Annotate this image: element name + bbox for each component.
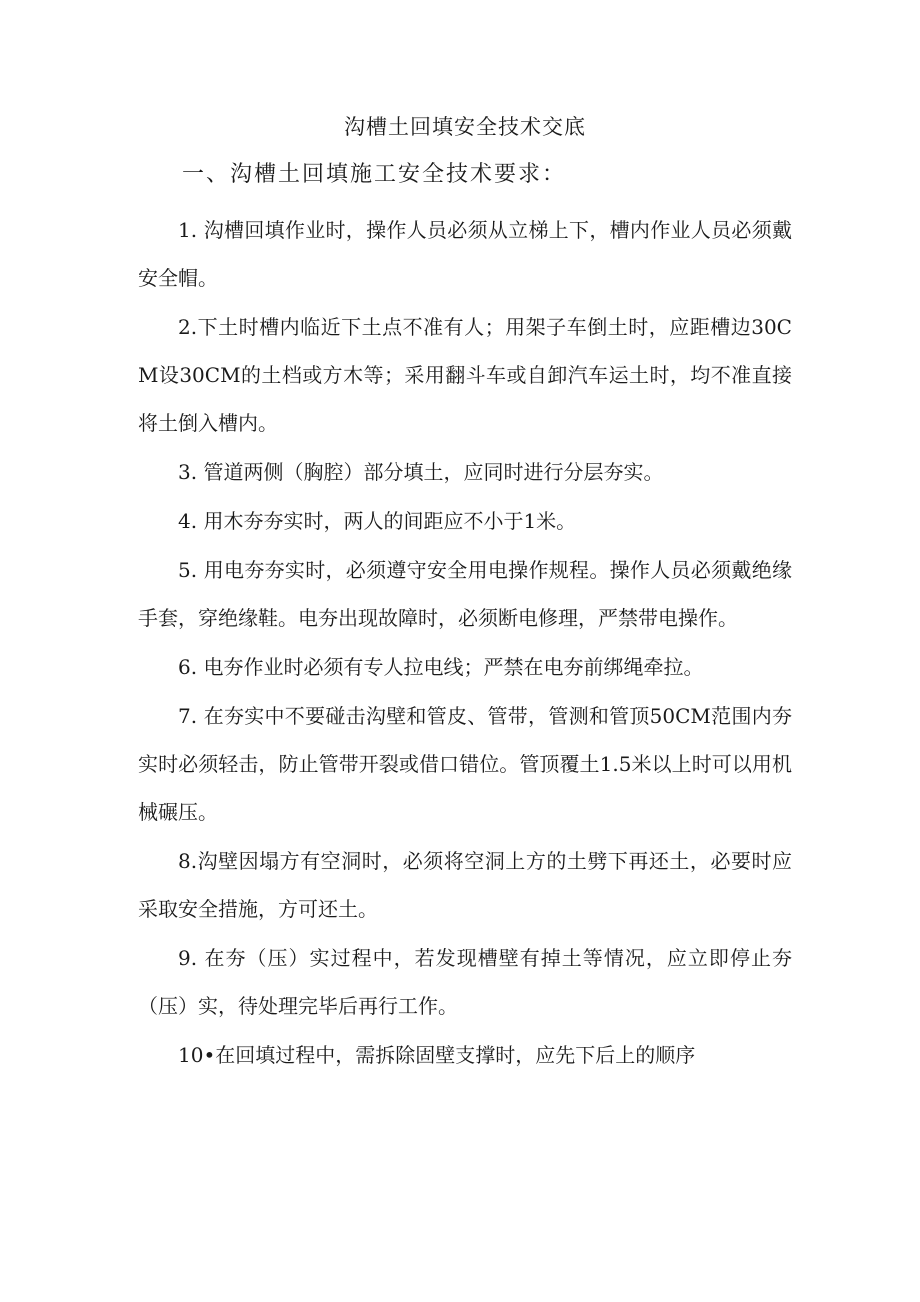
paragraph-3: 3. 管道两侧（胸腔）部分填土，应同时进行分层夯实。 — [178, 460, 664, 484]
paragraph-2: 2.下土时槽内临近下土点不准有人；用架子车倒土时，应距槽边30CM设30CM的土档或方木等；采用翻斗车或自卸汽车运土时，均不准直接将土倒入槽内。 — [138, 315, 792, 435]
paragraph-1: 1. 沟槽回填作业时，操作人员必须从立梯上下，槽内作业人员必须戴安全帽。 — [138, 218, 792, 290]
document-title: 沟槽土回填安全技术交底 — [344, 115, 586, 139]
paragraph-7: 7. 在夯实中不要碰击沟壁和管皮、管带，管测和管顶50CM范围内夯实时必须轻击，防止管带开裂或借口错位。管顶覆土1.5米以上时可以用机械碾压。 — [138, 704, 792, 824]
paragraph-4: 4. 用木夯夯实时，两人的间距应不小于1米。 — [178, 509, 577, 533]
section-heading: 一、沟槽土回填施工安全技术要求： — [182, 162, 567, 187]
document-page — [138, 112, 792, 1080]
paragraph-5: 5. 用电夯夯实时，必须遵守安全用电操作规程。操作人员必须戴绝缘手套，穿绝缘鞋。电夯出现故障时，必须断电修理，严禁带电操作。 — [138, 558, 792, 630]
paragraph-8: 8.沟壁因塌方有空洞时，必须将空洞上方的土劈下再还土，必要时应采取安全措施，方可还土。 — [138, 849, 792, 921]
paragraph-10: 10•在回填过程中，需拆除固壁支撑时，应先下后上的顺序 — [178, 1043, 696, 1067]
paragraph-6: 6. 电夯作业时必须有专人拉电线；严禁在电夯前绑绳牵拉。 — [178, 655, 704, 679]
paragraph-9: 9. 在夯（压）实过程中，若发现槽壁有掉土等情况，应立即停止夯（压）实，待处理完毕后再行工作。 — [138, 946, 792, 1018]
